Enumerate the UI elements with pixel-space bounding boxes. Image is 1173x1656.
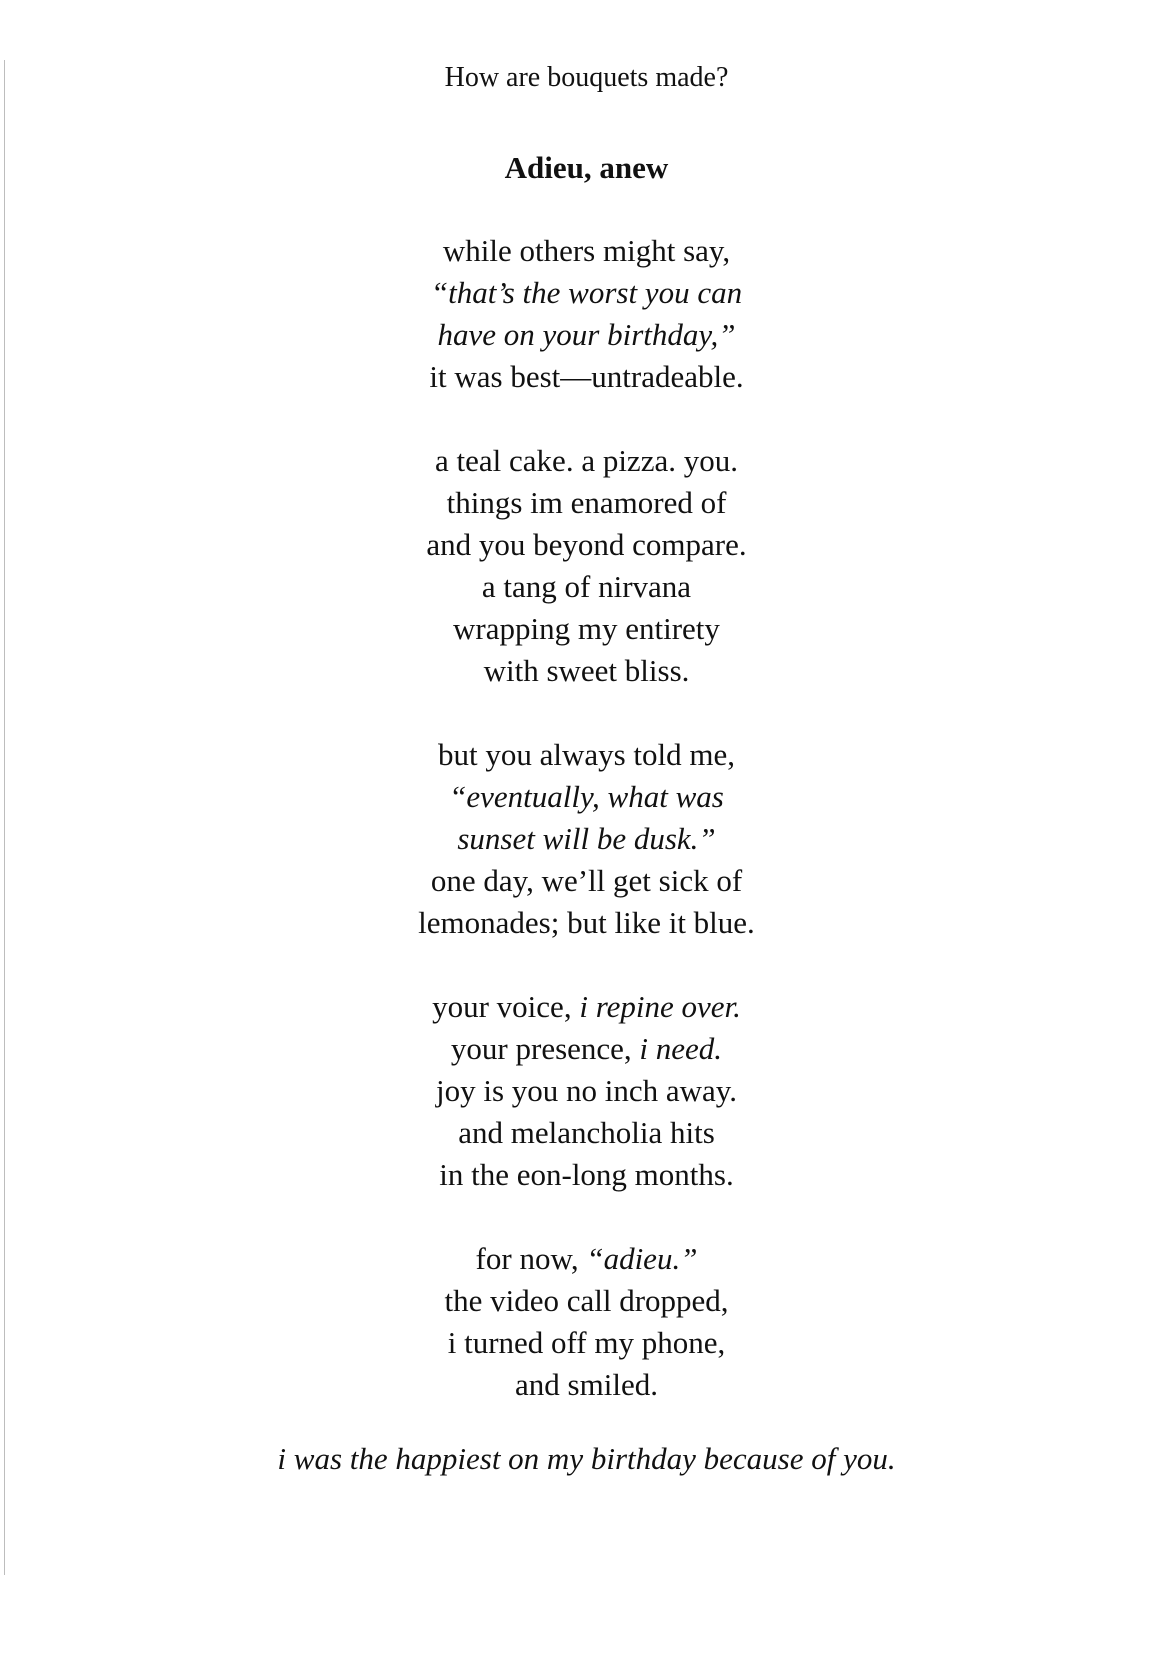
poem-line: and smiled. [515, 1367, 658, 1402]
poem-line: with sweet bliss. [483, 653, 690, 688]
poem-line: wrapping my entirety [453, 611, 720, 646]
poem-line: in the eon-long months. [439, 1157, 734, 1192]
poem-line: it was best—untradeable. [429, 359, 744, 394]
poem-line: joy is you no inch away. [435, 1073, 738, 1108]
poem-line-quote: have on your birthday,” [437, 317, 736, 352]
poem-line-text: your presence, [450, 1031, 640, 1066]
poem-line: things im enamored of [446, 485, 727, 520]
poem-line: and melancholia hits [458, 1115, 715, 1150]
stanza-5 [0, 1238, 1173, 1406]
poem-line-quote: “that’s the worst you can [430, 275, 743, 310]
poem-line-emphasis: i need. [639, 1031, 723, 1066]
stanza-2 [0, 440, 1173, 692]
poem-line: a tang of nirvana [481, 569, 692, 604]
poem-line: i turned off my phone, [447, 1325, 726, 1360]
page-header: How are bouquets made? [444, 62, 729, 93]
poem-line [0, 986, 1173, 1028]
stanza-4 [0, 986, 1173, 1196]
poem-line: one day, we’ll get sick of [430, 863, 743, 898]
poem-line: lemonades; but like it blue. [418, 905, 755, 940]
poem-title: Adieu, anew [504, 150, 669, 185]
poem-line: while others might say, [442, 233, 731, 268]
poem-line-text: for now, [475, 1241, 587, 1276]
poem-line-text: your voice, [432, 989, 580, 1024]
poem-line: and you beyond compare. [426, 527, 747, 562]
poem-line-quote: sunset will be dusk.” [457, 821, 716, 856]
poem-line: but you always told me, [437, 737, 736, 772]
poem-line: the video call dropped, [444, 1283, 729, 1318]
poem-line [0, 1028, 1173, 1070]
poem-closing-line: i was the happiest on my birthday because of you. [277, 1441, 896, 1476]
poem-line-quote: “eventually, what was [449, 779, 724, 814]
stanza-3 [0, 734, 1173, 944]
poem-line-emphasis: “adieu.” [586, 1241, 698, 1276]
poem-line [0, 1238, 1173, 1280]
stanza-1 [0, 230, 1173, 398]
poem-line-emphasis: i repine over. [579, 989, 741, 1024]
poem-body [0, 230, 1173, 1448]
poem-line: a teal cake. a pizza. you. [435, 443, 738, 478]
